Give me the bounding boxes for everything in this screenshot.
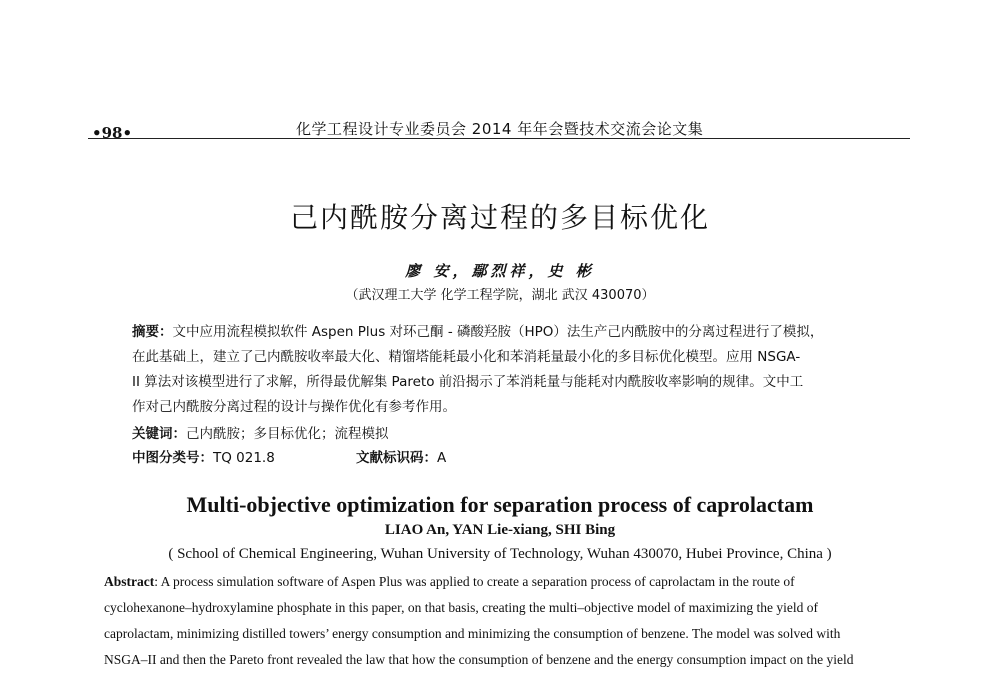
en-abstract-label: Abstract	[104, 574, 155, 589]
english-authors: LIAO An, YAN Lie-xiang, SHI Bing	[384, 522, 616, 538]
english-affiliation: ( School of Chemical Engineering, Wuhan University of Technology, Wuhan 430070, Hubei Province, China )	[168, 546, 832, 562]
cn-clc-value: TQ 021.8	[213, 450, 275, 466]
en-abstract-line-4: NSGA–II and then the Pareto front revealed the law that how the consumption of benzene and the energy consumption impact on the yield	[104, 652, 854, 667]
running-head: 化学工程设计专业委员会 2014 年年会暨技术交流会论文集	[296, 120, 704, 138]
page-number: •98•	[92, 124, 133, 142]
chinese-title: 己内酰胺分离过程的多目标优化	[289, 201, 710, 234]
cn-keywords	[132, 422, 389, 442]
en-abstract-line-3: caprolactam, minimizing distilled towers’ energy consumption and minimizing the consumption of benzene. The model was solved with	[104, 626, 841, 641]
cn-keywords-text: 己内酰胺；多目标优化；流程模拟	[186, 426, 389, 442]
cn-abstract-text: 文中应用流程模拟软件 Aspen Plus 对环己酮 - 磷酸羟胺（HPO）法生产己内酰胺中的分离过程进行了模拟，	[172, 324, 824, 340]
cn-clc-label: 中图分类号：	[132, 450, 213, 466]
en-abstract-line-2: cyclohexanone–hydroxylamine phosphate in this paper, on that basis, creating the multi–objective model of maximizing the yield of	[104, 600, 819, 615]
header-rule	[88, 138, 910, 139]
cn-keywords-label: 关键词：	[132, 426, 186, 442]
cn-doc-code-value: A	[437, 450, 447, 466]
cn-clc	[132, 446, 275, 466]
cn-abstract-line-3: II 算法对该模型进行了求解，所得最优解集 Pareto 前沿揭示了苯消耗量与能耗对内酰胺收率影响的规律。文中工	[132, 374, 804, 390]
cn-abstract-line-4: 作对己内酰胺分离过程的设计与操作优化有参考作用。	[132, 399, 456, 415]
en-abstract-text: : A process simulation software of Aspen Plus was applied to create a separation process of caprolactam in the route of	[154, 574, 795, 589]
cn-doc-code-label: 文献标识码：	[356, 450, 437, 466]
chinese-affiliation: （武汉理工大学 化学工程学院，湖北 武汉 430070）	[345, 288, 655, 303]
chinese-authors: 廖 安，鄢烈祥，史 彬	[405, 262, 595, 280]
cn-abstract-line-2: 在此基础上，建立了己内酰胺收率最大化、精馏塔能耗最小化和苯消耗量最小化的多目标优化模型。应用 NSGA-	[132, 349, 801, 365]
cn-abstract-label: 摘要：	[132, 324, 173, 340]
en-abstract-line-1	[104, 574, 912, 590]
cn-abstract-line-1	[132, 320, 823, 340]
english-title: Multi-objective optimization for separation process of caprolactam	[186, 492, 814, 517]
cn-doc-code	[356, 446, 446, 466]
